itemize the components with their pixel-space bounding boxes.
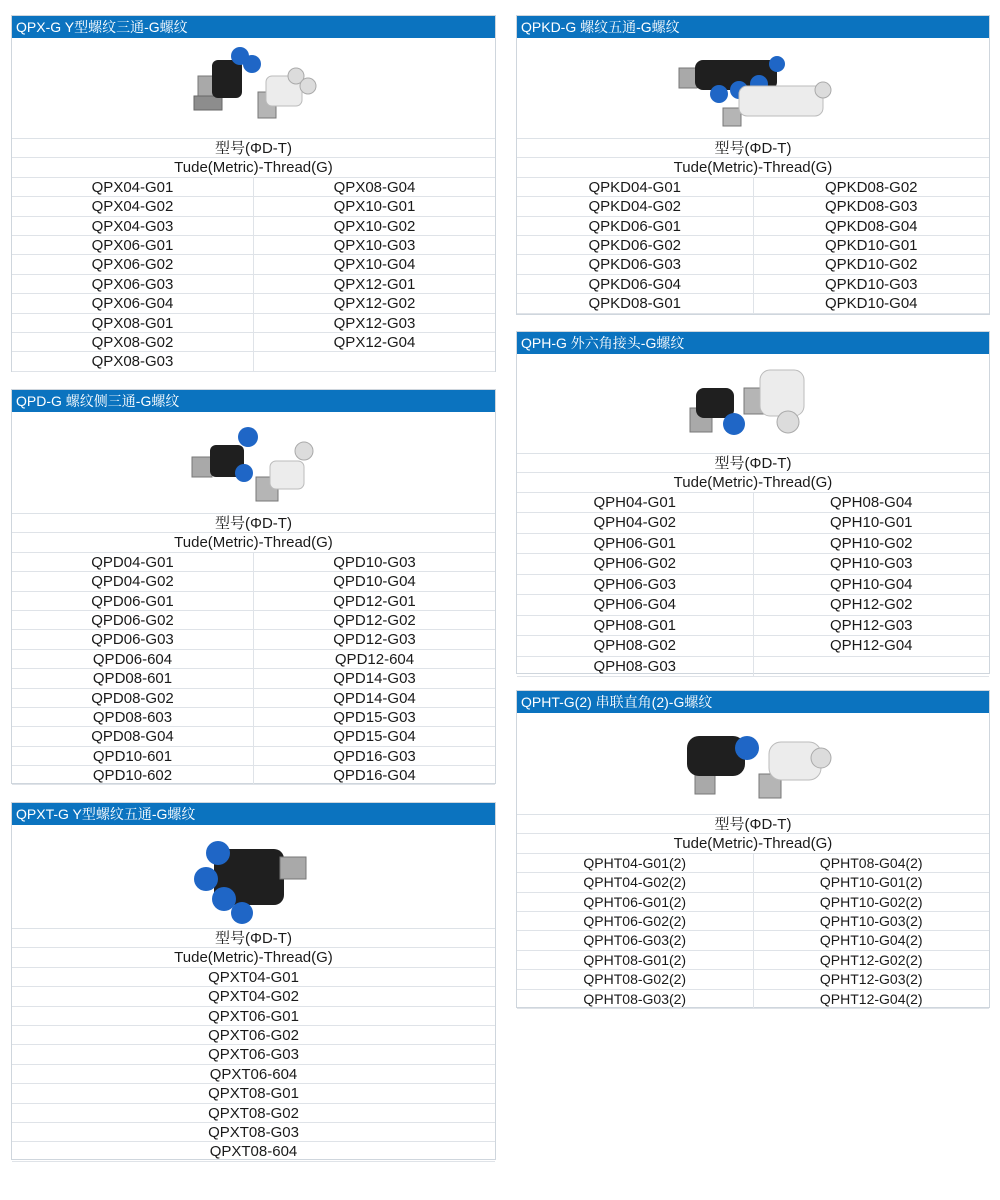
model-cell: QPKD04-G02 [517, 197, 754, 215]
model-cell: QPX10-G03 [333, 236, 416, 254]
model-cell: QPD16-G03 [333, 747, 416, 765]
product-image [12, 412, 495, 514]
model-cell: QPKD08-G03 [824, 198, 918, 216]
model-cell: QPKD10-G02 [824, 256, 918, 274]
model-cell [754, 657, 990, 677]
model-cell: QPD04-G02 [12, 572, 254, 590]
model-cell: QPX04-G01 [12, 178, 254, 196]
table-row [12, 766, 495, 785]
model-cell: QPHT06-G03(2) [517, 931, 754, 949]
model-cell: QPD06-G03 [12, 630, 254, 648]
model-cell: QPH10-G02 [829, 534, 913, 552]
product-image [517, 354, 989, 454]
model-cell: QPX06-G04 [12, 294, 254, 312]
model-cell: QPH06-G02 [517, 554, 754, 574]
table-row [517, 178, 989, 197]
section-title: QPX-G Y型螺纹三通-G螺纹 [12, 16, 495, 38]
model-cell: QPX12-G04 [333, 333, 416, 351]
model-cell: QPD10-G03 [333, 553, 416, 571]
table-row [517, 575, 989, 596]
table-row [517, 970, 989, 989]
table-row [517, 951, 989, 970]
model-cell: QPXT08-G02 [12, 1104, 495, 1123]
sub-label: Tude(Metric)-Thread(G) [12, 158, 495, 177]
model-cell: QPHT12-G03(2) [819, 971, 923, 988]
model-label: 型号(ΦD-T) [12, 139, 495, 158]
table-row [517, 493, 989, 514]
sub-label: Tude(Metric)-Thread(G) [517, 473, 989, 492]
model-cell: QPKD06-G03 [517, 255, 754, 273]
section-title: QPXT-G Y型螺纹五通-G螺纹 [12, 803, 495, 825]
model-cell: QPD15-G03 [333, 708, 416, 726]
model-cell: QPX10-G02 [333, 217, 416, 235]
model-label: 型号(ΦD-T) [12, 514, 495, 533]
table-row [12, 197, 495, 216]
model-cell: QPHT08-G01(2) [517, 951, 754, 969]
table-row [12, 553, 495, 572]
model-cell: QPD12-G03 [333, 631, 416, 649]
table-row [517, 534, 989, 555]
model-cell: QPD06-G02 [12, 611, 254, 629]
table-row [12, 294, 495, 313]
hex-elbow-fitting-icon [678, 358, 828, 450]
table-row [517, 513, 989, 534]
model-cell: QPKD10-G01 [824, 236, 918, 254]
model-cell: QPXT08-G01 [12, 1084, 495, 1103]
section-qpxt [11, 802, 496, 1160]
model-label: 型号(ΦD-T) [12, 929, 495, 948]
model-cell: QPX08-G03 [12, 352, 254, 370]
model-cell: QPD10-G04 [333, 573, 416, 591]
model-cell: QPKD06-G02 [517, 236, 754, 254]
table-row [12, 747, 495, 766]
table-row [517, 873, 989, 892]
model-cell: QPD10-602 [12, 766, 254, 784]
table-row [517, 554, 989, 575]
table-row [12, 217, 495, 236]
model-cell: QPD14-G04 [333, 689, 416, 707]
table-row [12, 708, 495, 727]
model-cell: QPD08-603 [12, 708, 254, 726]
table-row [12, 611, 495, 630]
table-row [517, 636, 989, 657]
model-cell: QPHT08-G02(2) [517, 970, 754, 988]
model-cell: QPHT12-G02(2) [819, 951, 923, 968]
model-cell: QPH12-G04 [829, 637, 913, 655]
table-row [12, 669, 495, 688]
model-label: 型号(ΦD-T) [517, 139, 989, 158]
sub-label: Tude(Metric)-Thread(G) [12, 533, 495, 552]
model-cell: QPX06-G01 [12, 236, 254, 254]
product-image [12, 825, 495, 929]
model-cell: QPKD06-G01 [517, 217, 754, 235]
model-cell: QPD08-601 [12, 669, 254, 687]
model-cell: QPXT06-G01 [12, 1007, 495, 1026]
model-cell: QPKD08-G02 [824, 178, 918, 196]
model-cell: QPXT08-604 [12, 1142, 495, 1161]
model-cell: QPHT10-G02(2) [819, 893, 923, 910]
model-cell: QPHT12-G04(2) [819, 990, 923, 1007]
model-cell: QPKD06-G04 [517, 275, 754, 293]
manifold-five-way-icon [673, 42, 833, 134]
model-cell: QPKD08-G04 [824, 217, 918, 235]
table-row [517, 854, 989, 873]
model-cell: QPXT08-G03 [12, 1123, 495, 1142]
sub-label: Tude(Metric)-Thread(G) [517, 158, 989, 177]
model-cell: QPD12-G01 [333, 592, 416, 610]
model-cell: QPD16-G04 [333, 767, 416, 785]
table-row [517, 990, 989, 1009]
table-row [517, 595, 989, 616]
model-cell: QPHT04-G02(2) [517, 873, 754, 891]
product-image [12, 38, 495, 139]
model-cell: QPD04-G01 [12, 553, 254, 571]
table-row [517, 912, 989, 931]
model-cell: QPX08-G02 [12, 333, 254, 351]
table-row [12, 333, 495, 352]
model-cell: QPHT10-G01(2) [819, 874, 923, 891]
model-cell: QPXT06-G03 [12, 1045, 495, 1064]
model-cell: QPH06-G04 [517, 595, 754, 615]
model-cell: QPD08-G04 [12, 727, 254, 745]
section-qph [516, 331, 990, 674]
section-title: QPKD-G 螺纹五通-G螺纹 [517, 16, 989, 38]
table-row [12, 352, 495, 371]
table-row [12, 314, 495, 333]
y-fitting-five-way-icon [184, 829, 324, 925]
section-qpx [11, 15, 496, 372]
table-row [517, 294, 989, 313]
model-cell: QPX12-G02 [333, 295, 416, 313]
model-cell: QPXT04-G01 [12, 968, 495, 987]
model-cell: QPX04-G03 [12, 217, 254, 235]
model-cell: QPH12-G03 [829, 616, 913, 634]
model-cell: QPH08-G03 [517, 657, 754, 677]
model-cell: QPH08-G04 [829, 493, 913, 511]
section-title: QPH-G 外六角接头-G螺纹 [517, 332, 989, 354]
model-cell: QPX08-G01 [12, 314, 254, 332]
model-cell: QPX12-G03 [333, 314, 416, 332]
model-cell: QPHT06-G02(2) [517, 912, 754, 930]
model-cell: QPHT06-G01(2) [517, 893, 754, 911]
model-cell: QPX12-G01 [333, 275, 416, 293]
model-cell: QPKD04-G01 [517, 178, 754, 196]
table-row [12, 592, 495, 611]
section-qpht [516, 690, 990, 1008]
table-row [517, 197, 989, 216]
sub-label: Tude(Metric)-Thread(G) [12, 948, 495, 967]
model-cell: QPX08-G04 [333, 178, 416, 196]
model-cell: QPX04-G02 [12, 197, 254, 215]
model-cell: QPD12-604 [334, 650, 415, 668]
model-cell: QPD14-G03 [333, 670, 416, 688]
table-row [12, 275, 495, 294]
sub-label: Tude(Metric)-Thread(G) [517, 834, 989, 853]
table-row [517, 893, 989, 912]
model-cell: QPD15-G04 [333, 728, 416, 746]
table-row [517, 657, 989, 678]
model-cell: QPD10-601 [12, 747, 254, 765]
model-cell: QPHT08-G03(2) [517, 990, 754, 1008]
model-cell: QPHT10-G03(2) [819, 912, 923, 929]
table-row [12, 650, 495, 669]
model-cell: QPH10-G04 [829, 575, 913, 593]
model-cell: QPD12-G02 [333, 611, 416, 629]
model-cell: QPH12-G02 [829, 596, 913, 614]
table-row [12, 255, 495, 274]
model-cell: QPXT06-604 [12, 1065, 495, 1084]
model-cell: QPH04-G02 [517, 513, 754, 533]
model-cell: QPH10-G03 [829, 555, 913, 573]
model-cell [254, 352, 495, 370]
product-image [517, 713, 989, 815]
y-fitting-three-way-icon [184, 42, 324, 134]
model-cell: QPHT08-G04(2) [819, 854, 923, 871]
model-cell: QPD06-G01 [12, 592, 254, 610]
table-row [12, 727, 495, 746]
tandem-elbow-fitting-icon [673, 718, 833, 810]
model-label: 型号(ΦD-T) [517, 454, 989, 473]
table-row [517, 275, 989, 294]
table-row [12, 572, 495, 591]
table-row [12, 178, 495, 197]
table-row [517, 616, 989, 637]
model-cell: QPH04-G01 [517, 493, 754, 513]
model-cell: QPH06-G01 [517, 534, 754, 554]
model-cell: QPHT10-G04(2) [819, 932, 923, 949]
model-cell: QPX10-G04 [333, 256, 416, 274]
model-cell: QPH10-G01 [829, 514, 913, 532]
section-title: QPHT-G(2) 串联直角(2)-G螺纹 [517, 691, 989, 713]
table-row [517, 255, 989, 274]
table-row [12, 689, 495, 708]
model-cell: QPH08-G01 [517, 616, 754, 636]
model-cell: QPH08-G02 [517, 636, 754, 656]
model-cell: QPX10-G01 [333, 198, 416, 216]
side-tee-fitting-icon [184, 417, 324, 509]
model-cell: QPKD08-G01 [517, 294, 754, 312]
section-title: QPD-G 螺纹侧三通-G螺纹 [12, 390, 495, 412]
model-cell: QPKD10-G03 [824, 275, 918, 293]
table-row [12, 630, 495, 649]
model-cell: QPKD10-G04 [824, 295, 918, 313]
section-qpd [11, 389, 496, 784]
table-row [12, 236, 495, 255]
model-cell: QPHT04-G01(2) [517, 854, 754, 872]
model-cell: QPD08-G02 [12, 689, 254, 707]
model-label: 型号(ΦD-T) [517, 815, 989, 834]
table-row [517, 931, 989, 950]
product-image [517, 38, 989, 139]
model-cell: QPX06-G03 [12, 275, 254, 293]
model-cell: QPX06-G02 [12, 255, 254, 273]
section-qpkd [516, 15, 990, 315]
model-cell: QPXT04-G02 [12, 987, 495, 1006]
table-row [517, 236, 989, 255]
table-row [517, 217, 989, 236]
model-cell: QPH06-G03 [517, 575, 754, 595]
model-cell: QPD06-604 [12, 650, 254, 668]
model-cell: QPXT06-G02 [12, 1026, 495, 1045]
